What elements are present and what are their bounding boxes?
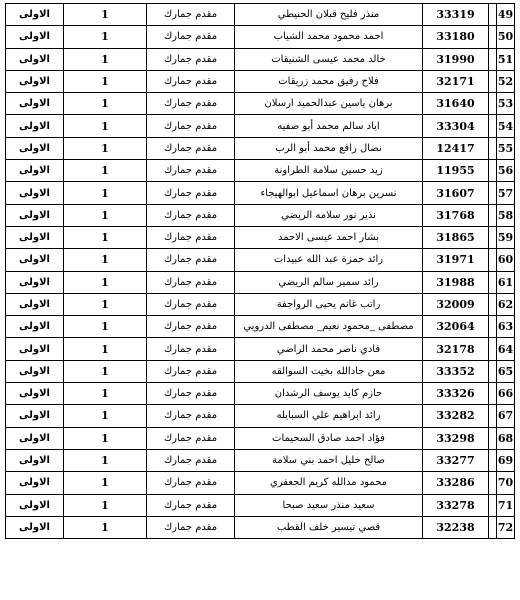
rank-cell: مقدم جمارك [147, 26, 235, 48]
class-cell: الاولى [6, 115, 64, 137]
grade-cell: 1 [64, 137, 147, 159]
row-number-cell: 53 [497, 93, 515, 115]
class-cell: الاولى [6, 26, 64, 48]
rank-cell: مقدم جمارك [147, 226, 235, 248]
id-cell: 33282 [423, 405, 489, 427]
class-cell: الاولى [6, 182, 64, 204]
row-number-cell: 57 [497, 182, 515, 204]
grade-cell: 1 [64, 271, 147, 293]
grade-cell: 1 [64, 26, 147, 48]
name-cell: برهان ياسين عبدالحميد ارسلان [235, 93, 423, 115]
id-cell: 33180 [423, 26, 489, 48]
id-cell: 31640 [423, 93, 489, 115]
grade-cell: 1 [64, 516, 147, 538]
table-row [6, 427, 515, 449]
personnel-table [5, 3, 515, 539]
row-number-cell: 49 [497, 4, 515, 26]
class-cell: الاولى [6, 516, 64, 538]
class-cell: الاولى [6, 338, 64, 360]
table-row [6, 293, 515, 315]
spacer-cell [489, 449, 497, 471]
row-number-cell: 64 [497, 338, 515, 360]
name-cell: احمد محمود محمد الشياب [235, 26, 423, 48]
grade-cell: 1 [64, 93, 147, 115]
name-cell: سعيد منذر سعيد صبحا [235, 494, 423, 516]
name-cell: رائد سمير سالم الريضي [235, 271, 423, 293]
class-cell: الاولى [6, 204, 64, 226]
id-cell: 33326 [423, 383, 489, 405]
class-cell: الاولى [6, 293, 64, 315]
row-number-cell: 56 [497, 160, 515, 182]
name-cell: بشار احمد عيسى الاحمد [235, 226, 423, 248]
spacer-cell [489, 182, 497, 204]
spacer-cell [489, 494, 497, 516]
grade-cell: 1 [64, 427, 147, 449]
row-number-cell: 61 [497, 271, 515, 293]
row-number-cell: 52 [497, 70, 515, 92]
grade-cell: 1 [64, 115, 147, 137]
table-row [6, 160, 515, 182]
rank-cell: مقدم جمارك [147, 427, 235, 449]
grade-cell: 1 [64, 405, 147, 427]
id-cell: 33319 [423, 4, 489, 26]
table-row [6, 226, 515, 248]
spacer-cell [489, 115, 497, 137]
rank-cell: مقدم جمارك [147, 115, 235, 137]
table-row [6, 494, 515, 516]
class-cell: الاولى [6, 271, 64, 293]
table-row [6, 204, 515, 226]
row-number-cell: 55 [497, 137, 515, 159]
grade-cell: 1 [64, 383, 147, 405]
rank-cell: مقدم جمارك [147, 249, 235, 271]
row-number-cell: 59 [497, 226, 515, 248]
spacer-cell [489, 271, 497, 293]
name-cell: نذير نور سلامه الريضي [235, 204, 423, 226]
table-row [6, 383, 515, 405]
class-cell: الاولى [6, 316, 64, 338]
class-cell: الاولى [6, 472, 64, 494]
name-cell: راتب غانم يحيى الرواجفة [235, 293, 423, 315]
name-cell: زيد حسين سلامة الطراونة [235, 160, 423, 182]
class-cell: الاولى [6, 160, 64, 182]
table-row [6, 472, 515, 494]
class-cell: الاولى [6, 494, 64, 516]
rank-cell: مقدم جمارك [147, 383, 235, 405]
table-row [6, 316, 515, 338]
row-number-cell: 66 [497, 383, 515, 405]
spacer-cell [489, 4, 497, 26]
name-cell: مصطفى _محمود نعيم_ مصطفى الدرويي [235, 316, 423, 338]
table-row [6, 48, 515, 70]
grade-cell: 1 [64, 48, 147, 70]
table-row [6, 26, 515, 48]
rank-cell: مقدم جمارك [147, 293, 235, 315]
name-cell: معن جادالله بخيت السوالقه [235, 360, 423, 382]
id-cell: 31607 [423, 182, 489, 204]
grade-cell: 1 [64, 160, 147, 182]
spacer-cell [489, 249, 497, 271]
class-cell: الاولى [6, 360, 64, 382]
row-number-cell: 69 [497, 449, 515, 471]
spacer-cell [489, 93, 497, 115]
personnel-table-body [6, 4, 515, 539]
spacer-cell [489, 405, 497, 427]
row-number-cell: 67 [497, 405, 515, 427]
class-cell: الاولى [6, 137, 64, 159]
table-row [6, 360, 515, 382]
rank-cell: مقدم جمارك [147, 204, 235, 226]
name-cell: اياد سالم محمد أبو صفيه [235, 115, 423, 137]
class-cell: الاولى [6, 226, 64, 248]
spacer-cell [489, 427, 497, 449]
rank-cell: مقدم جمارك [147, 4, 235, 26]
row-number-cell: 72 [497, 516, 515, 538]
name-cell: فادي ناصر محمد الراضي [235, 338, 423, 360]
row-number-cell: 63 [497, 316, 515, 338]
id-cell: 32064 [423, 316, 489, 338]
spacer-cell [489, 26, 497, 48]
rank-cell: مقدم جمارك [147, 48, 235, 70]
table-row [6, 516, 515, 538]
id-cell: 31971 [423, 249, 489, 271]
row-number-cell: 60 [497, 249, 515, 271]
table-row [6, 405, 515, 427]
spacer-cell [489, 48, 497, 70]
rank-cell: مقدم جمارك [147, 449, 235, 471]
class-cell: الاولى [6, 70, 64, 92]
id-cell: 11955 [423, 160, 489, 182]
class-cell: الاولى [6, 405, 64, 427]
spacer-cell [489, 338, 497, 360]
table-row [6, 137, 515, 159]
table-row [6, 338, 515, 360]
rank-cell: مقدم جمارك [147, 160, 235, 182]
rank-cell: مقدم جمارك [147, 182, 235, 204]
table-row [6, 271, 515, 293]
class-cell: الاولى [6, 427, 64, 449]
class-cell: الاولى [6, 449, 64, 471]
id-cell: 32238 [423, 516, 489, 538]
id-cell: 31768 [423, 204, 489, 226]
name-cell: حازم كايد يوسف الرشدان [235, 383, 423, 405]
grade-cell: 1 [64, 204, 147, 226]
name-cell: رائد حمزة عبد الله عبيدات [235, 249, 423, 271]
id-cell: 32178 [423, 338, 489, 360]
id-cell: 31865 [423, 226, 489, 248]
row-number-cell: 65 [497, 360, 515, 382]
rank-cell: مقدم جمارك [147, 472, 235, 494]
id-cell: 33304 [423, 115, 489, 137]
rank-cell: مقدم جمارك [147, 360, 235, 382]
id-cell: 33298 [423, 427, 489, 449]
table-row [6, 182, 515, 204]
grade-cell: 1 [64, 316, 147, 338]
class-cell: الاولى [6, 4, 64, 26]
id-cell: 33352 [423, 360, 489, 382]
name-cell: خالد محمد عيسى الشنيقات [235, 48, 423, 70]
id-cell: 33286 [423, 472, 489, 494]
class-cell: الاولى [6, 383, 64, 405]
class-cell: الاولى [6, 93, 64, 115]
id-cell: 31988 [423, 271, 489, 293]
name-cell: قصي تيسير خلف القطب [235, 516, 423, 538]
rank-cell: مقدم جمارك [147, 516, 235, 538]
table-row [6, 115, 515, 137]
spacer-cell [489, 226, 497, 248]
spacer-cell [489, 293, 497, 315]
grade-cell: 1 [64, 338, 147, 360]
spacer-cell [489, 204, 497, 226]
name-cell: منذر فليح قبلان الحنيطي [235, 4, 423, 26]
id-cell: 32009 [423, 293, 489, 315]
name-cell: نسرين برهان اسماعيل ابوالهيجاء [235, 182, 423, 204]
id-cell: 33278 [423, 494, 489, 516]
name-cell: محمود مدالله كريم الجعفري [235, 472, 423, 494]
name-cell: صالح خليل احمد بني سلامة [235, 449, 423, 471]
row-number-cell: 70 [497, 472, 515, 494]
name-cell: فؤاد احمد صادق السحيمات [235, 427, 423, 449]
class-cell: الاولى [6, 249, 64, 271]
table-row [6, 93, 515, 115]
id-cell: 12417 [423, 137, 489, 159]
spacer-cell [489, 472, 497, 494]
table-row [6, 4, 515, 26]
rank-cell: مقدم جمارك [147, 271, 235, 293]
grade-cell: 1 [64, 249, 147, 271]
row-number-cell: 50 [497, 26, 515, 48]
grade-cell: 1 [64, 293, 147, 315]
class-cell: الاولى [6, 48, 64, 70]
row-number-cell: 71 [497, 494, 515, 516]
rank-cell: مقدم جمارك [147, 70, 235, 92]
spacer-cell [489, 383, 497, 405]
grade-cell: 1 [64, 226, 147, 248]
rank-cell: مقدم جمارك [147, 137, 235, 159]
table-row [6, 249, 515, 271]
row-number-cell: 58 [497, 204, 515, 226]
row-number-cell: 62 [497, 293, 515, 315]
rank-cell: مقدم جمارك [147, 494, 235, 516]
row-number-cell: 54 [497, 115, 515, 137]
table-row [6, 70, 515, 92]
spacer-cell [489, 137, 497, 159]
spacer-cell [489, 70, 497, 92]
rank-cell: مقدم جمارك [147, 93, 235, 115]
row-number-cell: 51 [497, 48, 515, 70]
id-cell: 32171 [423, 70, 489, 92]
spacer-cell [489, 160, 497, 182]
name-cell: نضال رافع محمد أبو الرب [235, 137, 423, 159]
id-cell: 31990 [423, 48, 489, 70]
grade-cell: 1 [64, 4, 147, 26]
rank-cell: مقدم جمارك [147, 405, 235, 427]
grade-cell: 1 [64, 70, 147, 92]
grade-cell: 1 [64, 182, 147, 204]
spacer-cell [489, 360, 497, 382]
spacer-cell [489, 316, 497, 338]
table-row [6, 449, 515, 471]
row-number-cell: 68 [497, 427, 515, 449]
rank-cell: مقدم جمارك [147, 316, 235, 338]
grade-cell: 1 [64, 472, 147, 494]
spacer-cell [489, 516, 497, 538]
grade-cell: 1 [64, 494, 147, 516]
name-cell: رائد ابراهيم علي السبايله [235, 405, 423, 427]
name-cell: فلاح رفيق محمد زريقات [235, 70, 423, 92]
grade-cell: 1 [64, 360, 147, 382]
id-cell: 33277 [423, 449, 489, 471]
rank-cell: مقدم جمارك [147, 338, 235, 360]
grade-cell: 1 [64, 449, 147, 471]
